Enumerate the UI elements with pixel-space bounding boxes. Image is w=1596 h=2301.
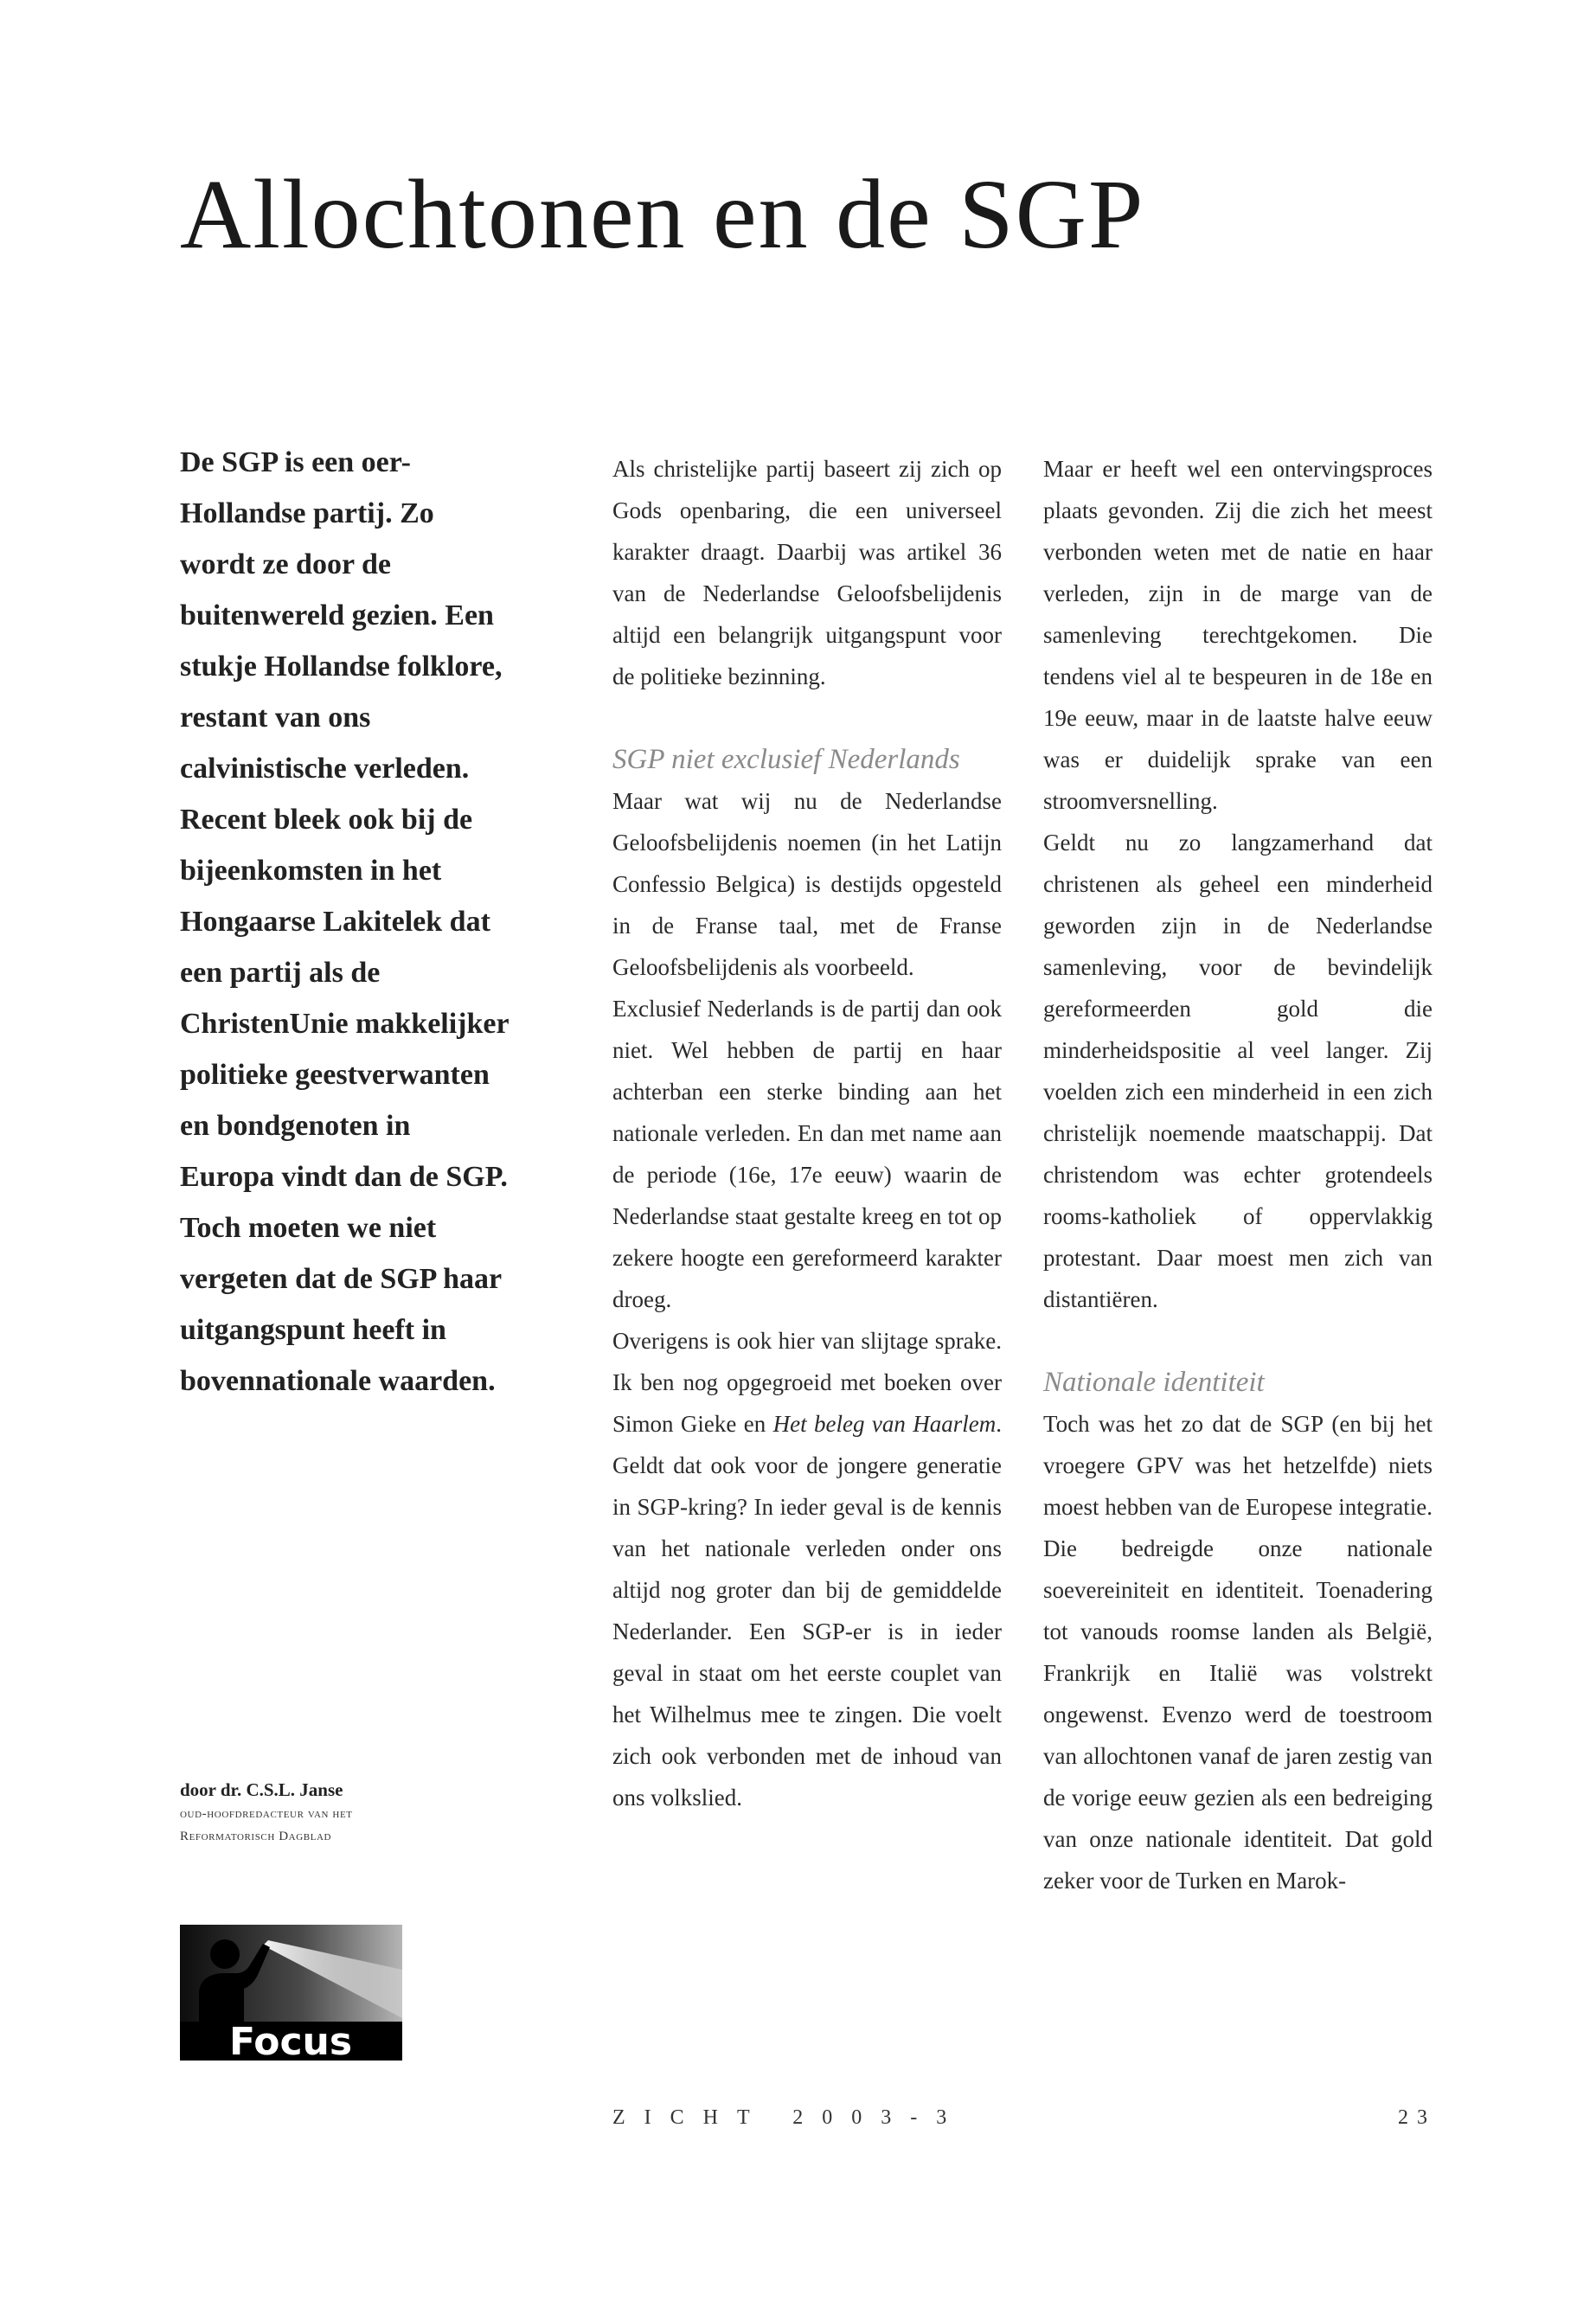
paragraph: Overigens is ook hier van slijtage sprake. Ik ben nog opgegroeid met boeken over Simon Gieke en Het beleg van Haarlem. Geldt dat ook voor de jongere generatie in SGP-kring? In ieder geval is de kennis van het nationale verleden onder ons altijd nog groter dan bij de gemiddelde Nederlander. Een SGP-er is in ieder geval in staat om het eerste couplet van het Wilhelmus mee te zingen. Die voelt zich ook verbonden met de inhoud van ons volkslied. xyxy=(612,1328,1002,1811)
byline xyxy=(180,1777,465,1848)
paragraph: Maar er heeft wel een ontervingsproces plaats gevonden. Zij die zich het meest verbonden weten met de natie en haar verleden, zijn in de marge van de samenleving terechtgekomen. Die tendens viel al te bespeuren in de 18e en 19e eeuw, maar in de laatste halve eeuw was er duidelijk sprake van een stroomversnelling. xyxy=(1043,456,1433,814)
intro-text: De SGP is een oer-Hollandse partij. Zo wordt ze door de buitenwereld gezien. Een stukje Hollandse folklore, restant van ons calvinistische verleden. Recent bleek ook bij de bijeenkomsten in het Hongaarse Lakitelek dat een partij als de ChristenUnie makkelijker politieke geestverwanten en bondgenoten in Europa vindt dan de SGP. Toch moeten we niet vergeten dat de SGP haar uitgangspunt heeft in bovennationale waarden. xyxy=(180,446,509,1397)
article-title: Allochtonen en de SGP xyxy=(180,159,1145,269)
section-heading: Nationale identiteit xyxy=(1043,1367,1265,1398)
body-column-1 xyxy=(612,448,1002,1818)
paragraph: Maar wat wij nu de Nederlandse Geloofsbelijdenis noemen (in het Latijn Confessio Belgica) is destijds opgesteld in de Franse taal, met de Franse Geloofsbelijdenis als voorbeeld. xyxy=(612,788,1002,980)
paragraph: Geldt nu zo langzamerhand dat christenen als geheel een minderheid geworden zijn in de Nederlandse samenleving, voor de bevindelijk gereformeerden gold die minderheidspositie al veel langer. Zij voelden zich een minderheid in een zich christelijk noemende maatschappij. Dat christendom was echter grotendeels rooms-katholiek of oppervlakkig protestant. Daar moest men zich van distantiëren. xyxy=(1043,830,1433,1312)
byline-role-line2: Reformatorisch Dagblad xyxy=(180,1830,332,1843)
body-column-2 xyxy=(1043,448,1433,1901)
page-number: 23 xyxy=(1398,2106,1436,2129)
focus-logo xyxy=(180,1925,402,2061)
paragraph: Als christelijke partij baseert zij zich op Gods openbaring, die een universeel karakter draagt. Daarbij was artikel 36 van de Nederlandse Geloofsbelijdenis altijd een belangrijk uitgangspunt voor de politieke bezinning. xyxy=(612,456,1002,689)
logo-text: Focus xyxy=(228,2020,353,2061)
journal-footer: ZICHT 2003-3 xyxy=(612,2106,966,2129)
person-with-flashlight-icon xyxy=(180,1925,402,2061)
byline-author: door dr. C.S.L. Janse xyxy=(180,1779,343,1800)
byline-role-line1: oud-hoofdredacteur van het xyxy=(180,1807,353,1821)
section-heading: SGP niet exclusief Nederlands xyxy=(612,744,960,775)
book-title: Het beleg van Haarlem xyxy=(772,1411,997,1437)
intro-lead xyxy=(180,437,509,1407)
paragraph: Exclusief Nederlands is de partij dan ook niet. Wel hebben de partij en haar achterban een sterke binding aan het nationale verleden. En dan met name aan de periode (16e, 17e eeuw) waarin de Nederlandse staat gestalte kreeg en tot op zekere hoogte een gereformeerd karakter droeg. xyxy=(612,996,1002,1312)
paragraph: Toch was het zo dat de SGP (en bij het vroegere GPV was het hetzelfde) niets moest hebben van de Europese integratie. Die bedreigde onze nationale soevereiniteit en identiteit. Toenadering tot vanouds roomse landen als België, Frankrijk en Italië was volstrekt ongewenst. Evenzo werd de toestroom van allochtonen vanaf de jaren zestig van de vorige eeuw gezien als een bedreiging van onze nationale identiteit. Dat gold zeker voor de Turken en Marok- xyxy=(1043,1411,1433,1894)
